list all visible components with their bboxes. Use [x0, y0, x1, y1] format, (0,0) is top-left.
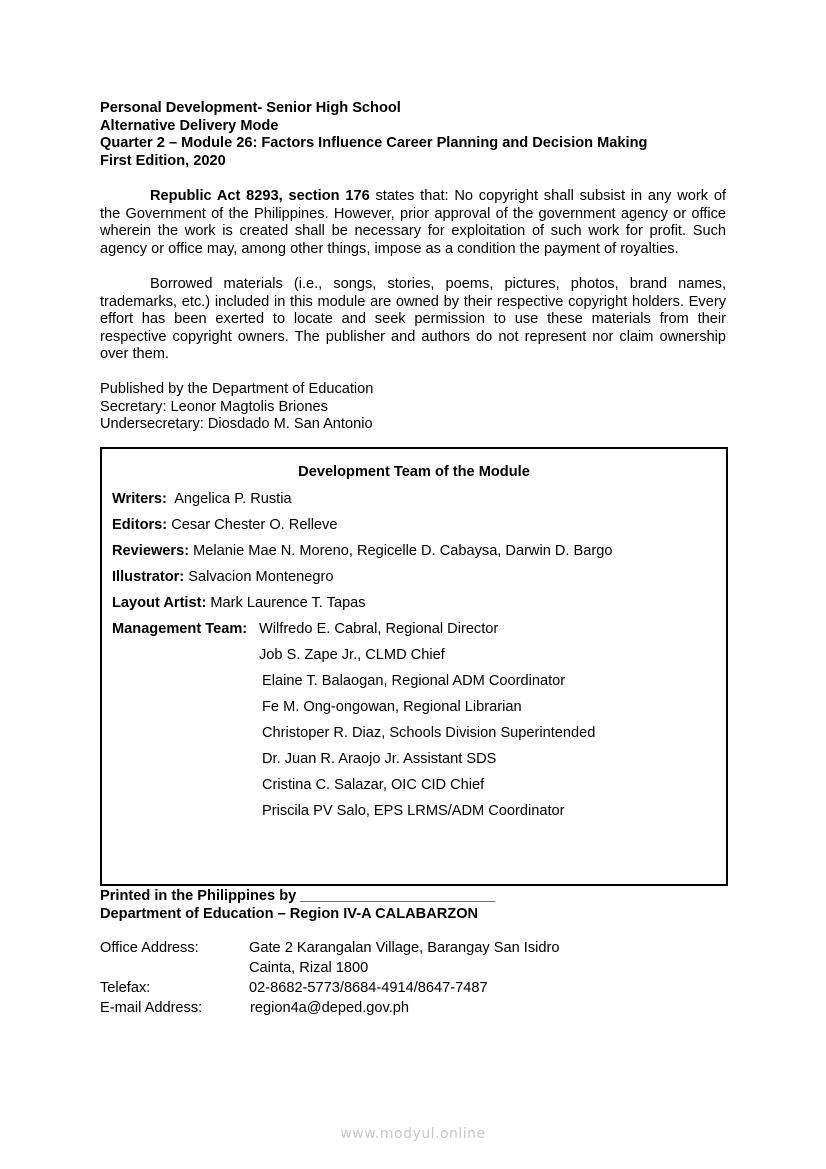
telefax-value: 02-8682-5773/8684-4914/8647-7487 [249, 980, 488, 996]
published-by: Published by the Department of Education [100, 381, 374, 397]
illustrator-label: Illustrator: [112, 569, 185, 585]
management-label-text: Management Team: [112, 621, 248, 637]
management-member: Cristina C. Salazar, OIC CID Chief [262, 777, 485, 793]
document-header [100, 100, 647, 170]
management-member: Dr. Juan R. Araojo Jr. Assistant SDS [262, 751, 497, 767]
office-address-line2: Cainta, Rizal 1800 [249, 960, 369, 976]
edition: First Edition, 2020 [100, 152, 226, 169]
writers-row [112, 491, 292, 507]
borrowed-materials-paragraph [100, 276, 726, 364]
republic-act-reference: Republic Act 8293, section 176 [150, 188, 370, 204]
email-label: E-mail Address: [100, 1000, 203, 1016]
office-address-line1: Gate 2 Karangalan Village, Barangay San Isidro [249, 940, 560, 956]
delivery-mode: Alternative Delivery Mode [100, 117, 279, 134]
writers-value: Angelica P. Rustia [166, 491, 292, 507]
office-address-label: Office Address: [100, 940, 199, 956]
editors-row [112, 517, 337, 533]
writers-label: Writers: [112, 491, 167, 507]
printed-by: Printed in the Philippines by ________________________ [100, 888, 496, 904]
reviewers-row [112, 543, 612, 559]
copyright-text: states that: No copyright shall subsist in any work of the Government of the Philippines. However, prior approval of the government agency or office wherein the work is created shall be necessary for exploitation of such work for profit. Such agency or office may, among other things, impose as a condition the payment of royalties. [100, 188, 726, 257]
illustrator-value: Salvacion Montenegro [184, 569, 334, 585]
copyright-paragraph [100, 188, 726, 258]
deped-region: Department of Education – Region IV-A CALABARZON [100, 905, 479, 922]
email-value: region4a@deped.gov.ph [250, 1000, 409, 1016]
subject-title: Personal Development- Senior High School [100, 100, 401, 116]
management-member: Christoper R. Diaz, Schools Division Superintended [262, 725, 596, 741]
editors-value: Cesar Chester O. Relleve [167, 517, 338, 533]
management-member: Job S. Zape Jr., CLMD Chief [259, 647, 445, 663]
management-member: Wilfredo E. Cabral, Regional Director [259, 621, 499, 637]
development-team-box [100, 447, 728, 886]
layout-artist-label: Layout Artist: [112, 595, 207, 611]
borrowed-text: Borrowed materials (i.e., songs, stories, poems, pictures, photos, brand names, trademarks, etc.) included in this module are owned by their respective copyright holders. Every effort has been exerted to locate and seek permission to use these materials from their respective copyright owners. The publisher and authors do not represent nor claim ownership over them. [100, 276, 726, 363]
layout-artist-value: Mark Laurence T. Tapas [206, 595, 366, 611]
management-team-label [112, 621, 247, 637]
watermark: www.modyul.online [340, 1126, 486, 1142]
telefax-label: Telefax: [100, 980, 151, 996]
management-member: Elaine T. Balaogan, Regional ADM Coordinator [262, 673, 566, 689]
reviewers-value: Melanie Mae N. Moreno, Regicelle D. Cabaysa, Darwin D. Bargo [189, 543, 613, 559]
development-team-title: Development Team of the Module [298, 464, 530, 480]
secretary: Secretary: Leonor Magtolis Briones [100, 398, 328, 415]
layout-artist-row [112, 595, 366, 611]
undersecretary: Undersecretary: Diosdado M. San Antonio [100, 416, 373, 432]
management-member: Priscila PV Salo, EPS LRMS/ADM Coordinator [262, 803, 565, 819]
management-member: Fe M. Ong-ongowan, Regional Librarian [262, 699, 522, 715]
module-title: Quarter 2 – Module 26: Factors Influence Career Planning and Decision Making [100, 135, 648, 151]
printed-info [100, 888, 495, 923]
publisher-info [100, 381, 373, 434]
editors-label: Editors: [112, 517, 168, 533]
reviewers-label: Reviewers: [112, 543, 190, 559]
illustrator-row [112, 569, 333, 585]
